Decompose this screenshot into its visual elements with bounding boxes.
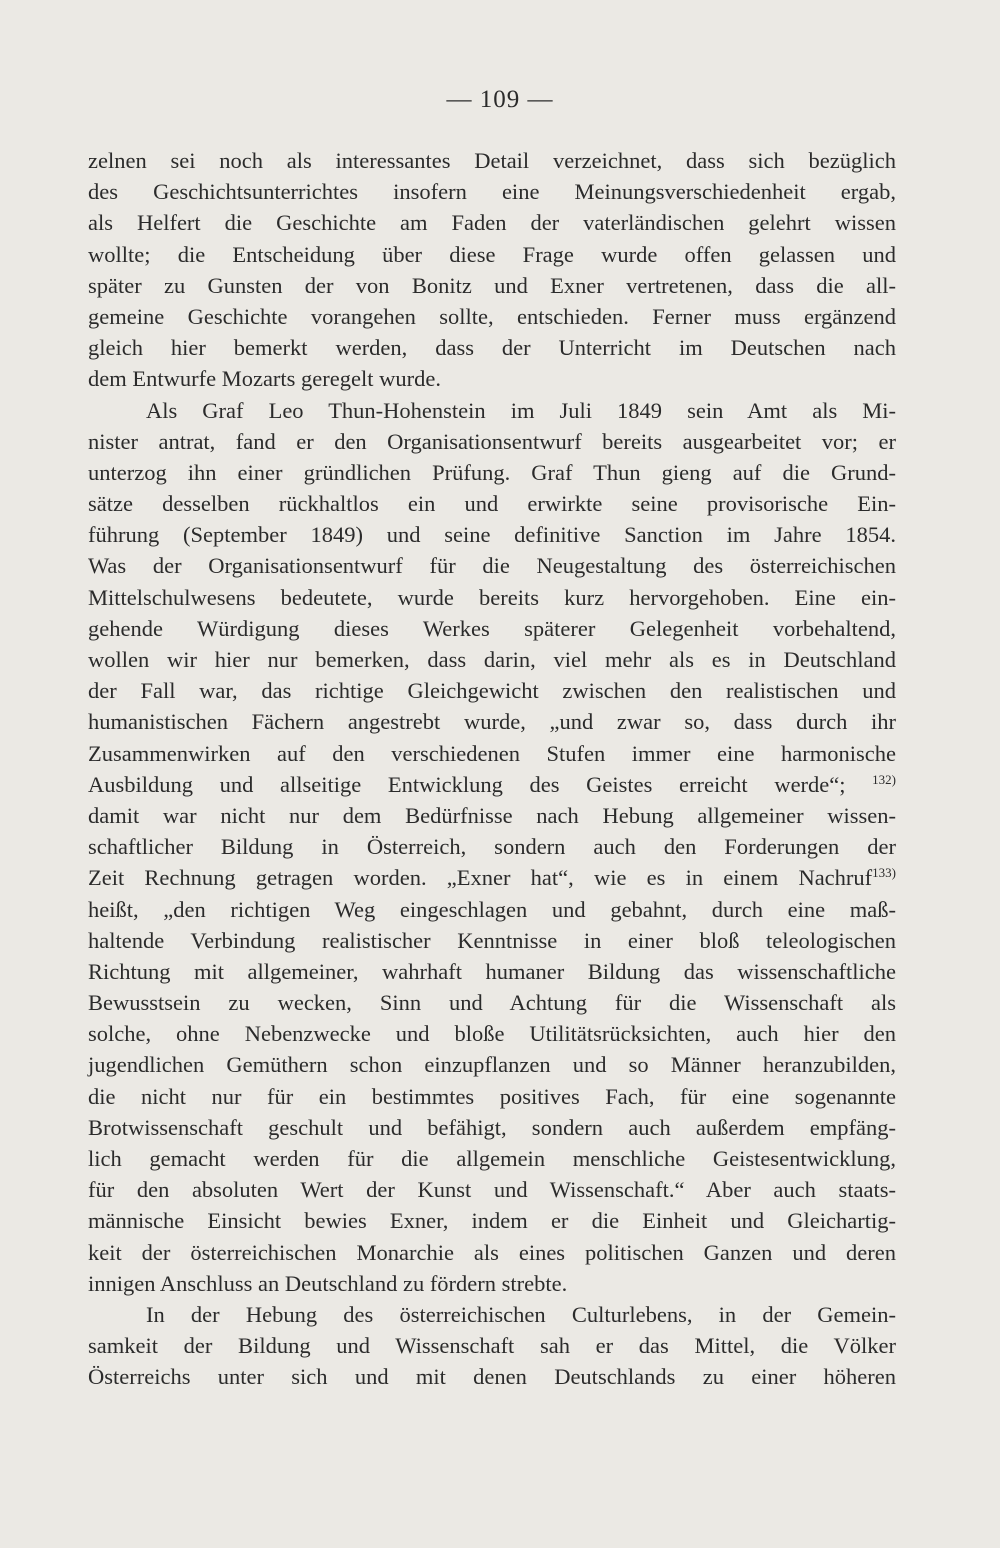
text-line: unterzog ihn einer gründlichen Prüfung. Graf Thun gieng auf die Grund- — [88, 459, 896, 485]
text-line: wollen wir hier nur bemerken, dass darin, viel mehr als es in Deutschland — [88, 647, 896, 672]
footnote-ref-132: 132) — [872, 771, 897, 787]
text-line: zelnen sei noch als interessantes Detail verzeichnet, dass sich bezüglich — [88, 148, 896, 173]
text-line: Zusammenwirken auf den verschiedenen Stufen immer eine harmonische — [88, 740, 896, 766]
text-line: später zu Gunsten der von Bonitz und Exner vertretenen, dass die all- — [88, 272, 896, 298]
text-line: jugendlichen Gemüthern schon einzupflanzen und so Männer heranzubilden, — [88, 1052, 896, 1078]
text-line: samkeit der Bildung und Wissenschaft sah er das Mittel, die Völker — [88, 1333, 896, 1359]
text-line: männische Einsicht bewies Exner, indem er die Einheit und Gleichartig- — [88, 1208, 896, 1234]
text-line-with-footnote — [88, 769, 896, 800]
text-line: sätze desselben rückhaltlos ein und erwirkte seine provisorische Ein- — [88, 491, 896, 517]
text-line: des Geschichtsunterrichtes insofern eine Meinungsverschiedenheit ergab, — [88, 179, 896, 205]
text-line: keit der österreichischen Monarchie als eines politischen Ganzen und deren — [88, 1239, 896, 1265]
text-line: humanistischen Fächern angestrebt wurde, „und zwar so, dass durch ihr — [88, 709, 896, 735]
line-text: Ausbildung und allseitige Entwicklung des Geistes erreicht werde“; — [88, 771, 846, 797]
footnote-ref-133: 133) — [872, 865, 896, 881]
text-line: Mittelschulwesens bedeutete, wurde bereits kurz hervorgehoben. Eine ein- — [88, 584, 896, 610]
text-line: gehende Würdigung dieses Werkes späterer Gelegenheit vorbehaltend, — [88, 615, 896, 641]
text-line: die nicht nur für ein bestimmtes positives Fach, für eine sogenannte — [88, 1083, 896, 1109]
body-text — [88, 145, 896, 1393]
text-line: für den absoluten Wert der Kunst und Wissenschaft.“ Aber auch staats- — [88, 1177, 896, 1203]
text-line: damit war nicht nur dem Bedürfnisse nach Hebung allgemeiner wissen- — [88, 802, 896, 828]
text-line: gleich hier bemerkt werden, dass der Unterricht im Deutschen nach — [88, 335, 896, 361]
text-line: heißt, „den richtigen Weg eingeschlagen und gebahnt, durch eine maß- — [88, 896, 896, 922]
paragraph-start-line: In der Hebung des österreichischen Culturlebens, in der Gemein- — [146, 1301, 896, 1327]
paragraph-start-line: Als Graf Leo Thun-Hohenstein im Juli 1849 sein Amt als Mi- — [146, 397, 896, 423]
text-line: solche, ohne Nebenzwecke und bloße Utilitätsrücksichten, auch hier den — [88, 1021, 896, 1047]
text-line: Bewusstsein zu wecken, Sinn und Achtung für die Wissenschaft als — [88, 990, 896, 1016]
text-line: führung (September 1849) und seine definitive Sanction im Jahre 1854. — [88, 522, 896, 548]
text-line: der Fall war, das richtige Gleichgewicht zwischen den realistischen und — [88, 678, 896, 704]
text-line: nister antrat, fand er den Organisationsentwurf bereits ausgearbeitet vor; er — [88, 428, 896, 454]
text-line: Brotwissenschaft geschult und befähigt, sondern auch außerdem empfäng- — [88, 1114, 896, 1140]
paragraph-end-line: innigen Anschluss an Deutschland zu fördern strebte. — [88, 1270, 568, 1296]
text-line: wollte; die Entscheidung über diese Frage wurde offen gelassen und — [88, 241, 896, 267]
page-number: — 109 — — [446, 86, 554, 113]
text-line: als Helfert die Geschichte am Faden der vaterländischen gelehrt wissen — [88, 210, 896, 236]
text-line: gemeine Geschichte vorangehen sollte, entschieden. Ferner muss ergänzend — [88, 303, 896, 329]
text-line: haltende Verbindung realistischer Kenntnisse in einer bloß teleologischen — [88, 927, 896, 953]
text-line: schaftlicher Bildung in Österreich, sondern auch den Forderungen der — [88, 834, 896, 860]
text-line: Was der Organisationsentwurf für die Neugestaltung des österreichischen — [88, 553, 896, 579]
line-text: Zeit Rechnung getragen worden. „Exner hat“, wie es in einem Nachruf — [88, 865, 873, 891]
text-line: Österreichs unter sich und mit denen Deutschlands zu einer höheren — [88, 1364, 896, 1390]
text-line-with-footnote — [88, 862, 896, 893]
text-line: Richtung mit allgemeiner, wahrhaft humaner Bildung das wissenschaftliche — [88, 958, 896, 984]
text-line: lich gemacht werden für die allgemein menschliche Geistesentwicklung, — [88, 1146, 896, 1171]
paragraph-end-line: dem Entwurfe Mozarts geregelt wurde. — [88, 366, 441, 392]
